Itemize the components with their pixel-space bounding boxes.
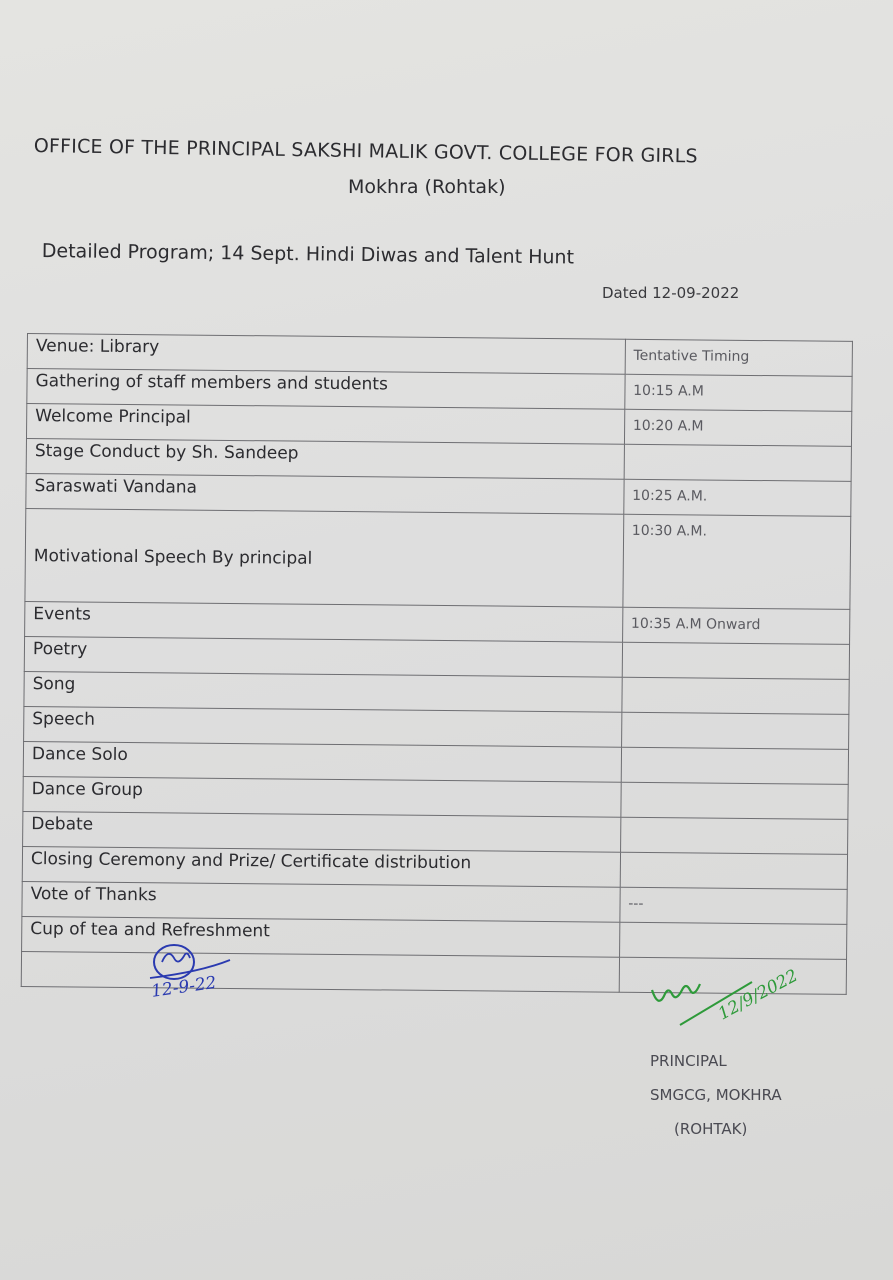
- schedule-item: Dance Solo: [23, 741, 621, 782]
- schedule-table-container: [21, 333, 860, 995]
- schedule-timing: [622, 677, 850, 714]
- principal-college: SMGCG, MOKHRA: [650, 1086, 782, 1104]
- schedule-timing: [621, 712, 849, 749]
- schedule-timing: ---: [620, 887, 848, 924]
- schedule-item: [21, 951, 619, 992]
- table-row: [25, 508, 851, 609]
- schedule-timing: [620, 852, 848, 889]
- schedule-timing: [621, 782, 849, 819]
- principal-block: [650, 1044, 782, 1146]
- schedule-item: Venue: Library: [27, 334, 625, 375]
- schedule-item: Saraswati Vandana: [26, 473, 624, 514]
- schedule-item: Closing Ceremony and Prize/ Certificate distribution: [22, 846, 620, 887]
- schedule-item: Debate: [23, 811, 621, 852]
- college-location: Mokhra (Rohtak): [348, 176, 506, 198]
- schedule-item: Stage Conduct by Sh. Sandeep: [26, 438, 624, 479]
- schedule-timing: [622, 642, 850, 679]
- office-heading: OFFICE OF THE PRINCIPAL SAKSHI MALIK GOVT. COLLEGE FOR GIRLS: [33, 135, 698, 168]
- schedule-item: Events: [25, 601, 623, 642]
- schedule-item: Welcome Principal: [26, 404, 624, 445]
- left-signature-date: 12-9-22: [150, 972, 218, 1002]
- schedule-timing: 10:30 A.M.: [623, 514, 851, 609]
- principal-location: (ROHTAK): [674, 1120, 748, 1138]
- principal-signature-date: 12/9/2022: [714, 965, 802, 1025]
- schedule-timing: 10:25 A.M.: [624, 479, 852, 516]
- schedule-item: Cup of tea and Refreshment: [22, 916, 620, 957]
- schedule-item: Song: [24, 671, 622, 712]
- schedule-item: Gathering of staff members and students: [27, 369, 625, 410]
- schedule-timing: [624, 444, 852, 481]
- program-title: Detailed Program; 14 Sept. Hindi Diwas and Talent Hunt: [41, 240, 575, 269]
- schedule-item: Speech: [24, 706, 622, 747]
- schedule-item: Poetry: [24, 636, 622, 677]
- schedule-timing: [621, 747, 849, 784]
- principal-title: PRINCIPAL: [650, 1052, 727, 1070]
- schedule-item: Dance Group: [23, 776, 621, 817]
- schedule-item: Vote of Thanks: [22, 881, 620, 922]
- schedule-item: Motivational Speech By principal: [25, 508, 624, 607]
- schedule-timing: 10:35 A.M Onward: [622, 607, 850, 644]
- document-date: Dated 12-09-2022: [602, 284, 740, 302]
- schedule-timing: Tentative Timing: [625, 339, 853, 376]
- schedule-timing: 10:20 A.M: [624, 409, 852, 446]
- schedule-timing: [620, 817, 848, 854]
- principal-signature-icon: [640, 950, 850, 1045]
- schedule-timing: 10:15 A.M: [625, 374, 853, 411]
- schedule-table: [21, 333, 853, 995]
